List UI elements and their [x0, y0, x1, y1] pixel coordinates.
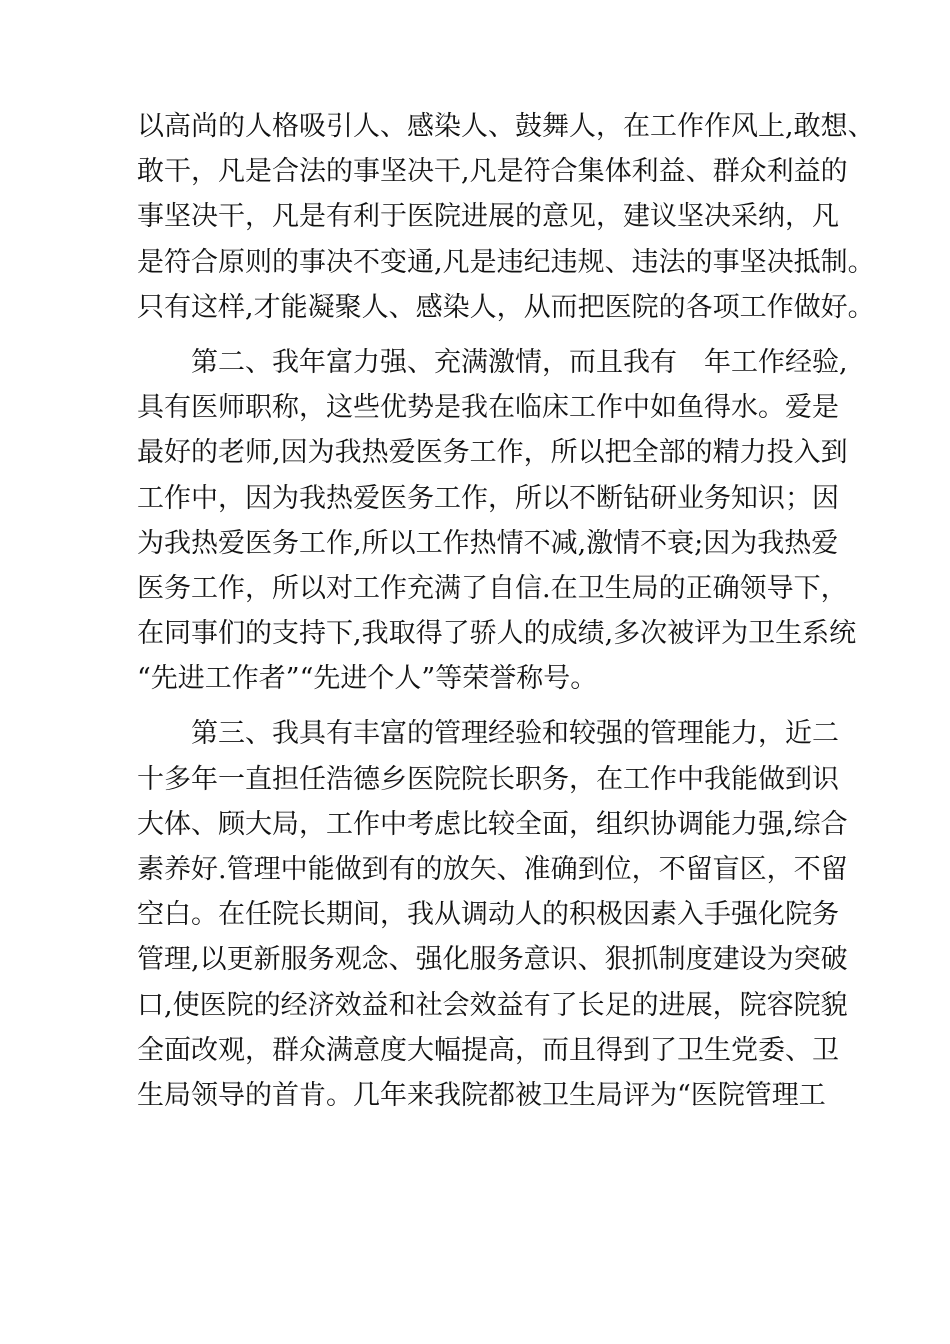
paragraph-line: 全面改观，群众满意度大幅提高，而且得到了卫生党委、卫 — [137, 1034, 839, 1066]
paragraph-line: 大体、顾大局，工作中考虑比较全面，组织协调能力强,综合 — [137, 808, 848, 840]
paragraph-line: 管理,以更新服务观念、强化服务意识、狠抓制度建设为突破 — [137, 944, 848, 976]
paragraph-line: 以高尚的人格吸引人、感染人、鼓舞人，在工作作风上,敢想、 — [137, 111, 875, 142]
paragraph-line: 十多年一直担任浩德乡医院院长职务，在工作中我能做到识 — [137, 763, 839, 795]
paragraph-3 — [137, 711, 848, 1118]
paragraph-line: “先进工作者”“先进个人”等荣誉称号。 — [137, 663, 598, 695]
document-body — [137, 104, 875, 1118]
paragraph-line: 医务工作，所以对工作充满了自信.在卫生局的正确领导下， — [137, 572, 848, 604]
paragraph-line: 为我热爱医务工作,所以工作热情不减,激情不衰;因为我热爱 — [137, 527, 839, 559]
paragraph-line: 素养好.管理中能做到有的放矢、准确到位，不留盲区，不留 — [137, 854, 848, 885]
paragraph-line: 只有这样,才能凝聚人、感染人，从而把医院的各项工作做好。 — [137, 291, 875, 323]
paragraph-line: 在同事们的支持下,我取得了骄人的成绩,多次被评为卫生系统 — [137, 618, 857, 650]
paragraph-gap — [137, 330, 837, 340]
paragraph-2 — [137, 340, 857, 702]
paragraph-line: 最好的老师,因为我热爱医务工作，所以把全部的精力投入到 — [137, 437, 848, 469]
paragraph-line: 生局领导的首肯。几年来我院都被卫生局评为“医院管理工 — [137, 1079, 826, 1111]
paragraph-gap — [137, 701, 837, 711]
paragraph-line: 空白。在任院长期间，我从调动人的积极因素入手强化院务 — [137, 899, 839, 931]
paragraph-line: 工作中，因为我热爱医务工作，所以不断钻研业务知识；因 — [137, 482, 839, 514]
paragraph-line: 第三、我具有丰富的管理经验和较强的管理能力，近二 — [191, 718, 839, 750]
paragraph-line: 是符合原则的事决不变通,凡是违纪违规、违法的事坚决抵制。 — [137, 246, 875, 278]
paragraph-1 — [137, 104, 875, 330]
paragraph-line: 事坚决干，凡是有利于医院进展的意见，建议坚决采纳，凡 — [137, 201, 839, 233]
paragraph-line: 第二、我年富力强、充满激情，而且我有 年工作经验, — [191, 346, 848, 378]
paragraph-line: 敢干，凡是合法的事坚决干,凡是符合集体利益、群众利益的 — [137, 156, 848, 188]
paragraph-line: 具有医师职称，这些优势是我在临床工作中如鱼得水。爱是 — [137, 392, 839, 424]
paragraph-line: 口,使医院的经济效益和社会效益有了长足的进展，院容院貌 — [137, 989, 848, 1021]
